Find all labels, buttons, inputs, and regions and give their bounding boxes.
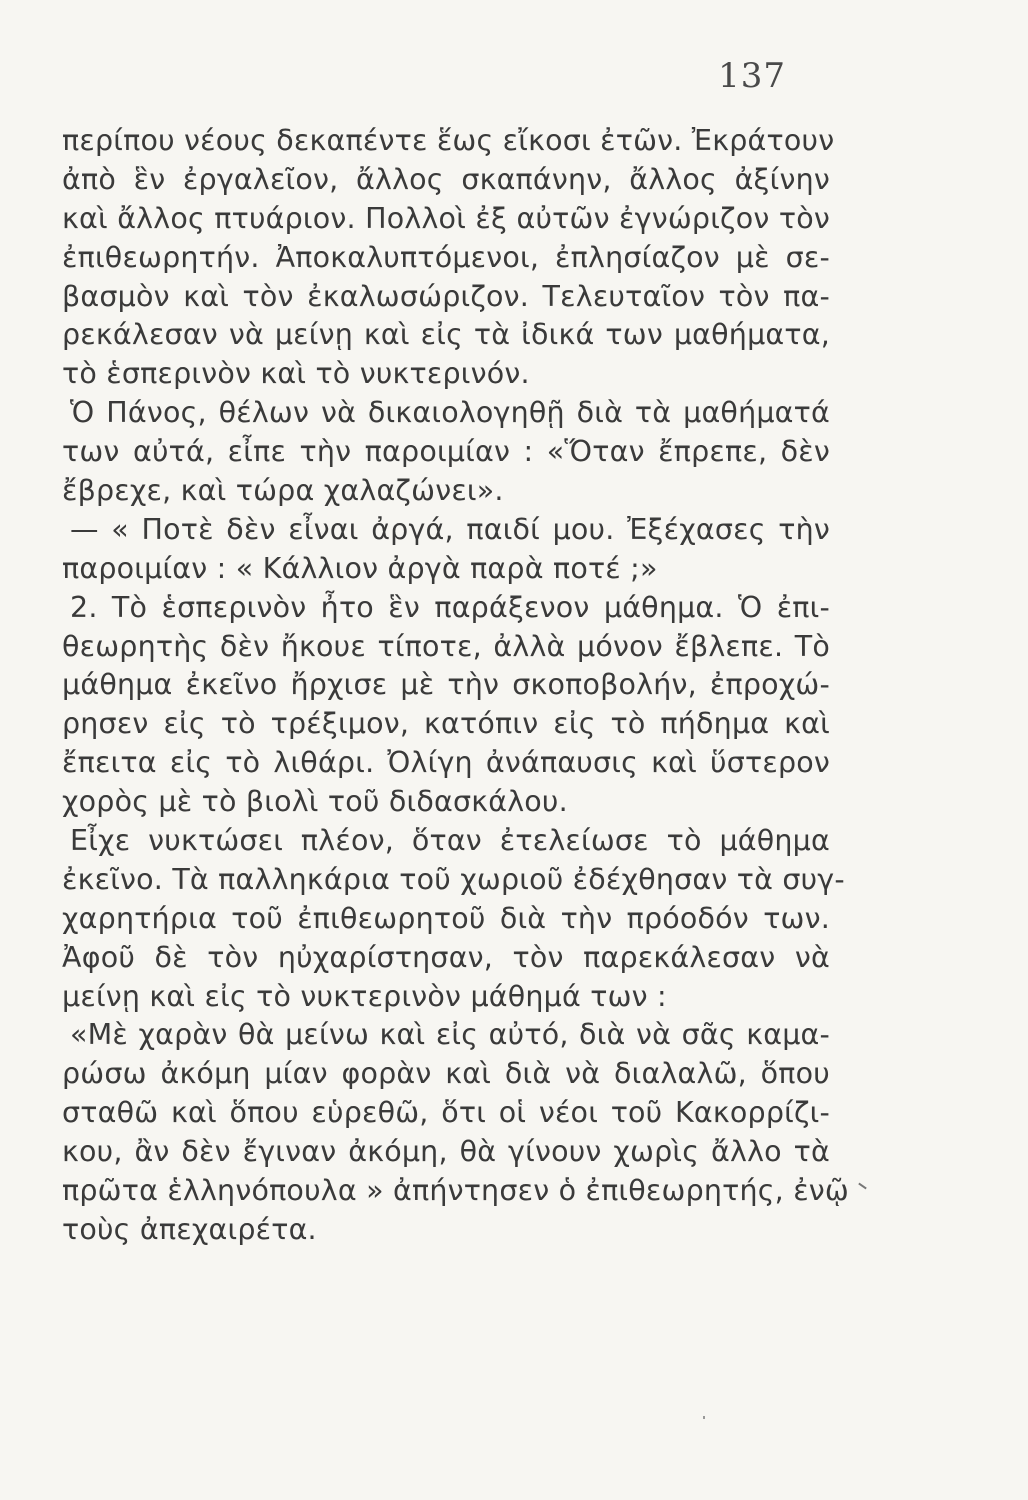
- text-line: κου, ἂν δὲν ἔγιναν ἀκόμη, θὰ γίνουν χωρὶς ἄλλο τὰ: [62, 1135, 830, 1169]
- text-line: ἐπιθεωρητήν. Ἀποκαλυπτόμενοι, ἐπλησίαζον μὲ σε-: [62, 240, 830, 274]
- text-line: καὶ ἄλλος πτυάριον. Πολλοὶ ἐξ αὐτῶν ἐγνώριζον τὸν: [62, 201, 830, 235]
- text-line: 2. Τὸ ἑσπερινὸν ἦτο ἓν παράξενον μάθημα. Ὁ ἐπι-: [70, 590, 830, 624]
- text-line: χαρητήρια τοῦ ἐπιθεωρητοῦ διὰ τὴν πρόοδόν των.: [62, 901, 830, 935]
- text-line: πρῶτα ἑλληνόπουλα » ἀπήντησεν ὁ ἐπιθεωρητής, ἐνῷ: [62, 1174, 849, 1208]
- text-line: των αὐτά, εἶπε τὴν παροιμίαν : «Ὅταν ἔπρεπε, δὲν: [62, 435, 830, 469]
- text-line: — « Ποτὲ δὲν εἶναι ἀργά, παιδί μου. Ἐξέχασες τὴν: [70, 512, 830, 546]
- text-line: ἔβρεχε, καὶ τώρα χαλαζώνει».: [62, 474, 504, 508]
- text-line: Ἀφοῦ δὲ τὸν ηὐχαρίστησαν, τὸν παρεκάλεσαν νὰ: [62, 940, 830, 974]
- text-line: βασμὸν καὶ τὸν ἐκαλωσώριζον. Τελευταῖον τὸν πα-: [62, 279, 830, 313]
- page-number: 137: [718, 56, 786, 96]
- body-text: [62, 122, 849, 1250]
- text-line: θεωρητὴς δὲν ἤκουε τίποτε, ἀλλὰ μόνον ἔβλεπε. Τὸ: [62, 629, 830, 663]
- text-line: ρεκάλεσαν νὰ μείνῃ καὶ εἰς τὰ ἰδικά των μαθήματα,: [62, 318, 830, 352]
- text-line: τοὺς ἀπεχαιρέτα.: [62, 1212, 317, 1246]
- text-line: μείνῃ καὶ εἰς τὸ νυκτερινὸν μάθημά των :: [62, 979, 667, 1013]
- text-line: «Μὲ χαρὰν θὰ μείνω καὶ εἰς αὐτό, διὰ νὰ σᾶς καμα-: [70, 1018, 830, 1052]
- stray-ink-dot: [703, 1416, 705, 1419]
- text-line: ρώσω ἀκόμη μίαν φορὰν καὶ διὰ νὰ διαλαλῶ, ὅπου: [62, 1057, 830, 1091]
- text-line: Ὁ Πάνος, θέλων νὰ δικαιολογηθῇ διὰ τὰ μαθήματά: [70, 396, 830, 430]
- text-line: περίπου νέους δεκαπέντε ἕως εἴκοσι ἐτῶν. Ἐκράτουν: [62, 124, 835, 157]
- stray-ink-mark: [858, 1183, 867, 1190]
- text-line: Εἶχε νυκτώσει πλέον, ὅταν ἐτελείωσε τὸ μάθημα: [70, 824, 830, 858]
- text-line: μάθημα ἐκεῖνο ἤρχισε μὲ τὴν σκοποβολήν, ἐπροχώ-: [62, 668, 830, 702]
- text-line: σταθῶ καὶ ὅπου εὑρεθῶ, ὅτι οἱ νέοι τοῦ Κακορρίζι-: [62, 1096, 830, 1130]
- text-line: τὸ ἑσπερινὸν καὶ τὸ νυκτερινόν.: [62, 357, 530, 391]
- text-line: ἀπὸ ἓν ἐργαλεῖον, ἄλλος σκαπάνην, ἄλλος ἀξίνην: [62, 162, 830, 196]
- text-line: παροιμίαν : « Κάλλιον ἀργὰ παρὰ ποτέ ;»: [62, 551, 658, 585]
- text-line: χορὸς μὲ τὸ βιολὶ τοῦ διδασκάλου.: [62, 785, 568, 819]
- text-line: ἐκεῖνο. Τὰ παλληκάρια τοῦ χωριοῦ ἐδέχθησαν τὰ συγ-: [62, 862, 845, 896]
- text-line: ἔπειτα εἰς τὸ λιθάρι. Ὀλίγη ἀνάπαυσις καὶ ὕστερον: [62, 746, 830, 780]
- text-line: ρησεν εἰς τὸ τρέξιμον, κατόπιν εἰς τὸ πήδημα καὶ: [62, 707, 830, 741]
